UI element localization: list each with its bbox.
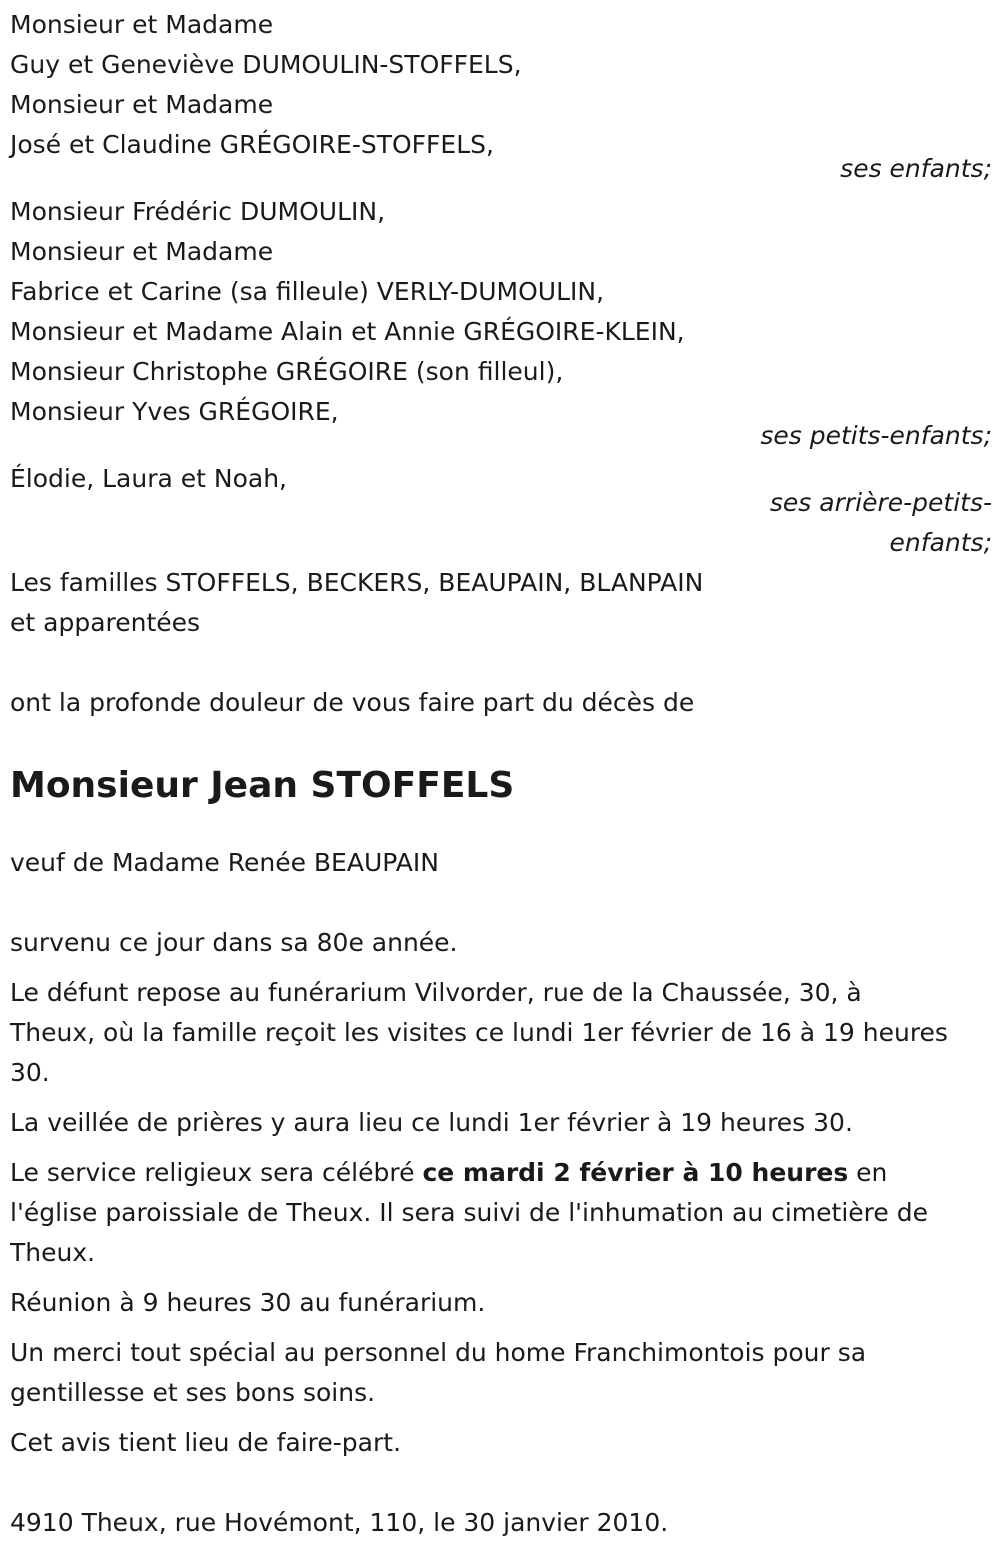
children-line: Monsieur et Madame <box>10 90 274 119</box>
great-grandchildren-block <box>10 459 992 563</box>
great-grandchildren-line: Élodie, Laura et Noah, <box>10 464 288 493</box>
children-line: José et Claudine GRÉGOIRE-STOFFELS, <box>10 130 494 159</box>
widower-text: veuf de Madame Renée BEAUPAIN <box>10 848 439 877</box>
service-text <box>10 1153 992 1193</box>
obituary-notice <box>10 5 992 1543</box>
children-line: Monsieur et Madame <box>10 10 274 39</box>
service-prefix: Le service religieux sera célébré <box>10 1158 423 1187</box>
deceased-name: Monsieur Jean STOFFELS <box>10 765 515 806</box>
service-date: ce mardi 2 février à 10 heures <box>422 1158 849 1187</box>
grandchildren-role: ses petits-enfants; <box>760 421 992 450</box>
families-line: et apparentées <box>10 608 201 637</box>
service-suffix: en <box>848 1158 888 1187</box>
announcement-text: ont la profonde douleur de vous faire part du décès de <box>10 688 695 717</box>
grandchildren-block <box>10 192 992 456</box>
children-role: ses enfants; <box>840 154 992 183</box>
service-text: l'église paroissiale de Theux. Il sera suivi de l'inhumation au cimetière de <box>10 1198 928 1227</box>
children-block <box>10 5 992 189</box>
grandchildren-line: Monsieur Christophe GRÉGOIRE (son filleul), <box>10 357 564 386</box>
grandchildren-line: Monsieur et Madame <box>10 237 274 266</box>
children-line: Guy et Geneviève DUMOULIN-STOFFELS, <box>10 50 522 79</box>
great-grandchildren-role: enfants; <box>889 528 992 557</box>
grandchildren-line: Monsieur et Madame Alain et Annie GRÉGOIRE-KLEIN, <box>10 317 685 346</box>
notice-text: Cet avis tient lieu de faire-part. <box>10 1428 402 1457</box>
families-block <box>10 563 992 643</box>
details-block <box>10 923 992 1463</box>
great-grandchildren-role: ses arrière-petits- <box>769 488 992 517</box>
vigil-text: La veillée de prières y aura lieu ce lundi 1er février à 19 heures 30. <box>10 1108 853 1137</box>
grandchildren-line: Monsieur Frédéric DUMOULIN, <box>10 197 386 226</box>
grandchildren-line: Monsieur Yves GRÉGOIRE, <box>10 397 339 426</box>
address-text: 4910 Theux, rue Hovémont, 110, le 30 janvier 2010. <box>10 1508 669 1537</box>
rest-text: Theux, où la famille reçoit les visites ce lundi 1er février de 16 à 19 heures <box>10 1018 948 1047</box>
service-text: Theux. <box>10 1238 96 1267</box>
meeting-text: Réunion à 9 heures 30 au funérarium. <box>10 1288 486 1317</box>
thanks-text: Un merci tout spécial au personnel du home Franchimontois pour sa <box>10 1338 867 1367</box>
rest-text: Le défunt repose au funérarium Vilvorder, rue de la Chaussée, 30, à <box>10 978 862 1007</box>
grandchildren-line: Fabrice et Carine (sa filleule) VERLY-DUMOULIN, <box>10 277 605 306</box>
families-line: Les familles STOFFELS, BECKERS, BEAUPAIN, BLANPAIN <box>10 568 704 597</box>
rest-text: 30. <box>10 1058 50 1087</box>
thanks-text: gentillesse et ses bons soins. <box>10 1378 376 1407</box>
age-text: survenu ce jour dans sa 80e année. <box>10 928 458 957</box>
